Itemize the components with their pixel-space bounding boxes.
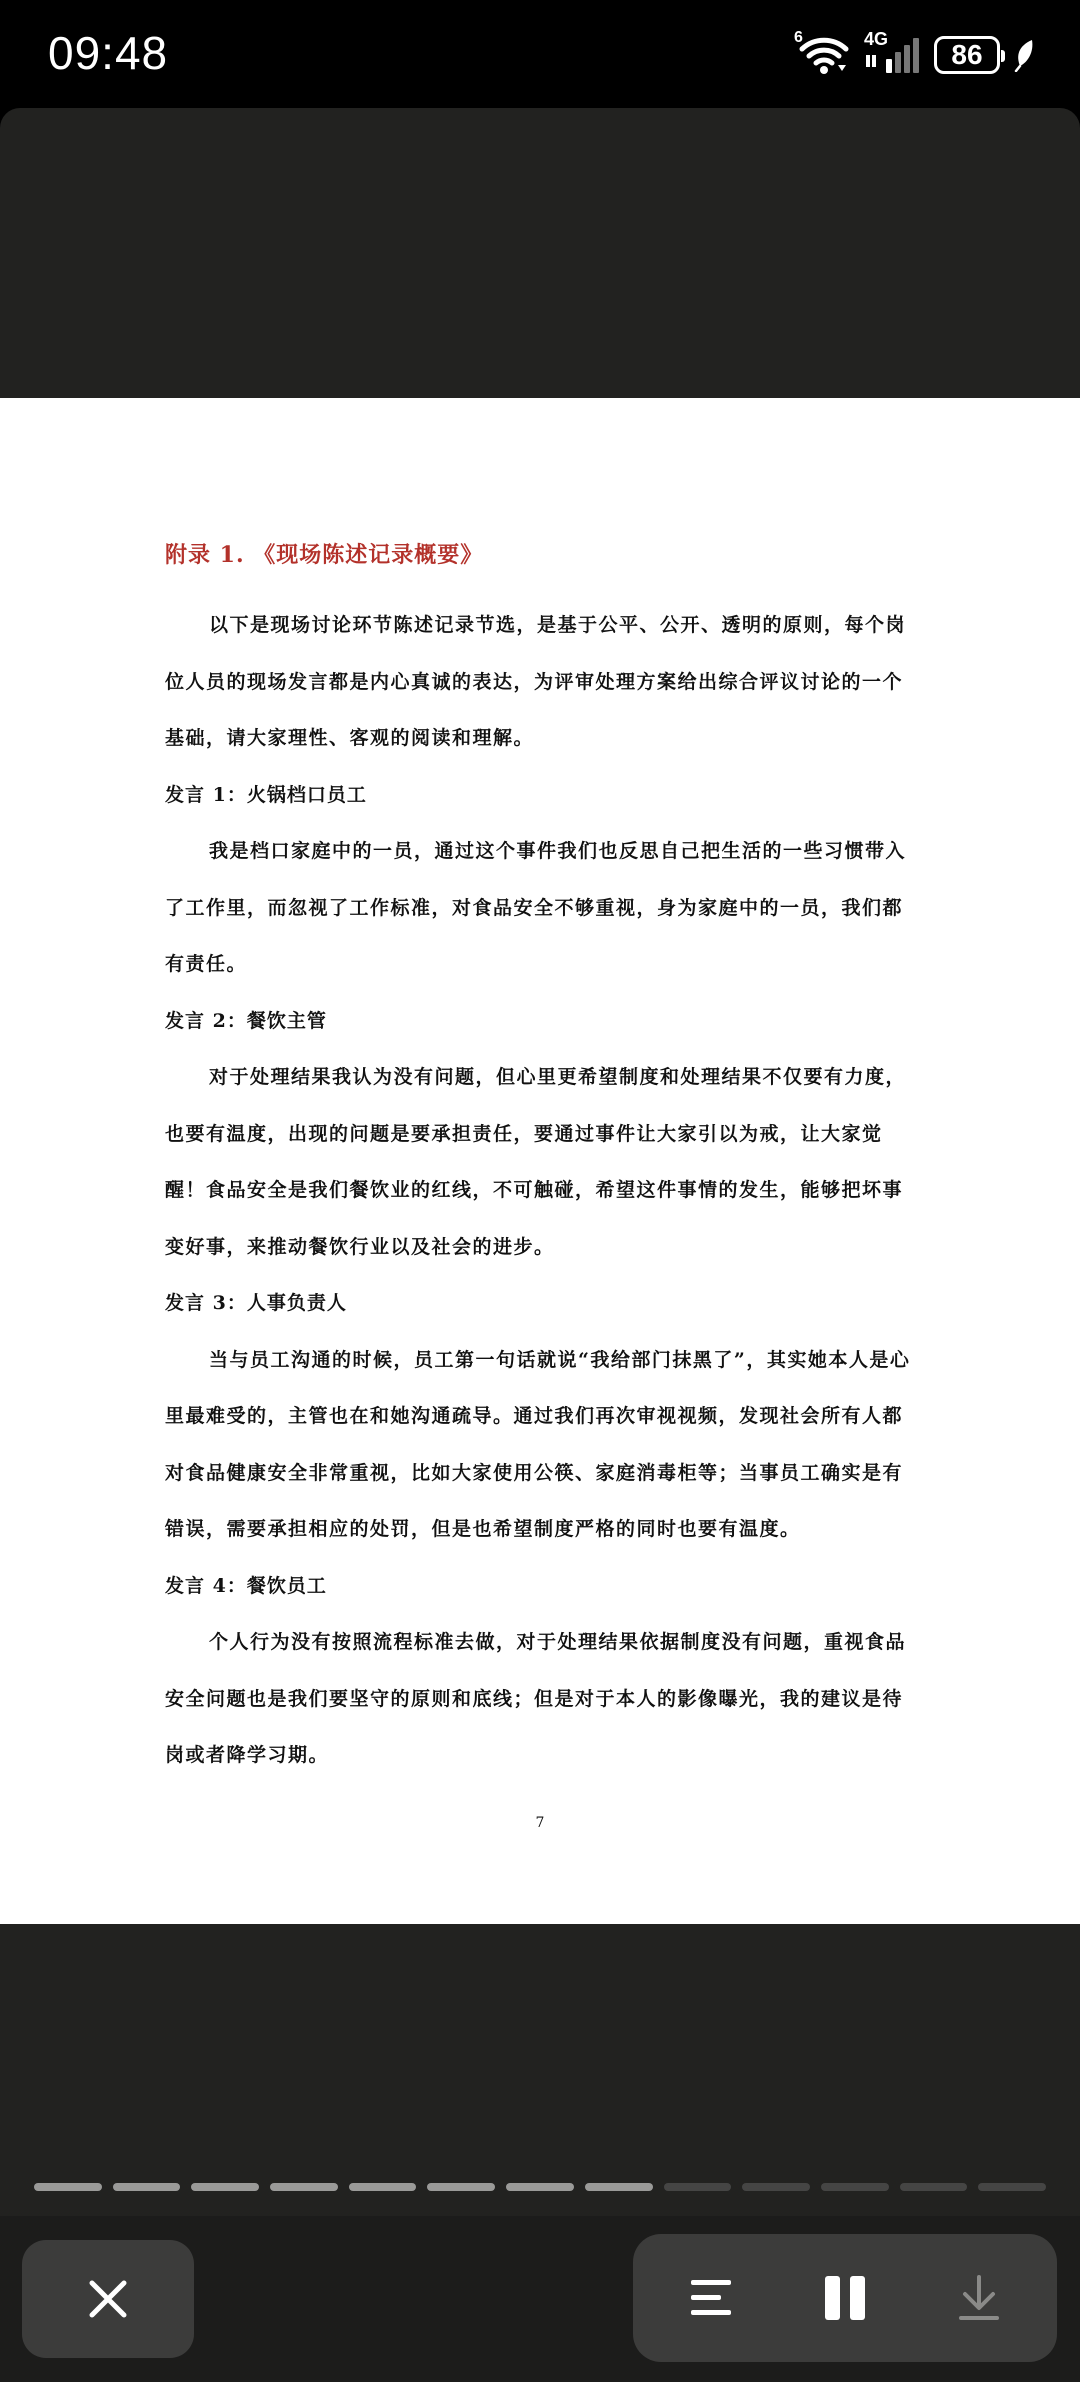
progress-segment <box>742 2183 810 2191</box>
network-tag: 4G <box>864 29 889 49</box>
progress-segment <box>191 2183 259 2191</box>
signal-icon <box>864 29 920 75</box>
progress-segment <box>585 2183 653 2191</box>
progress-segment <box>34 2183 102 2191</box>
progress-segment <box>664 2183 732 2191</box>
document-viewer[interactable] <box>0 108 1080 2216</box>
leaf-icon <box>1014 38 1036 72</box>
status-icons <box>794 29 1036 80</box>
progress-segment <box>978 2183 1046 2191</box>
section-body: 个人行为没有按照流程标准去做，对于处理结果依据制度没有问题，重视食品安全问题也是我们要坚守的原则和底线；但是对于本人的影像曝光，我的建议是待岗或者降学习期。 <box>165 1631 907 1766</box>
intro-paragraph: 以下是现场讨论环节陈述记录节选，是基于公平、公开、透明的原则，每个岗位人员的现场发言都是内心真诚的表达，为评审处理方案给出综合评议讨论的一个基础，请大家理性、客观的阅读和理解。 <box>165 614 907 749</box>
wifi-tag: 6 <box>794 29 803 46</box>
progress-segment <box>113 2183 181 2191</box>
close-icon <box>86 2277 130 2321</box>
download-button[interactable] <box>939 2258 1019 2338</box>
section-body: 我是档口家庭中的一员，通过这个事件我们也反思自己把生活的一些习惯带入了工作里，而忽视了工作标准，对食品安全不够重视，身为家庭中的一员，我们都有责任。 <box>165 840 907 975</box>
pause-icon <box>821 2274 869 2322</box>
section-heading: 发言 3：人事负责人 <box>165 1292 347 1314</box>
section-heading: 发言 4：餐饮员工 <box>165 1574 327 1597</box>
section-heading: 发言 2：餐饮主管 <box>165 1009 327 1032</box>
progress-segment <box>427 2183 495 2191</box>
section-heading: 发言 1：火锅档口员工 <box>165 783 367 806</box>
document-content <box>165 538 923 1784</box>
bottom-toolbar <box>0 2216 1080 2382</box>
page-progress <box>34 2183 1046 2191</box>
progress-segment <box>506 2183 574 2191</box>
status-time: 09:48 <box>48 27 169 79</box>
battery-icon <box>934 36 1000 74</box>
section-body: 当与员工沟通的时候，员工第一句话就说“我给部门抹黑了”，其实她本人是心里最难受的，主管也在和她沟通疏导。通过我们再次审视视频，发现社会所有人都对食品健康安全非常重视，比如大家使用公筷、家庭消毒柜等；当事员工确实是有错误，需要承担相应的处罚，但是也希望制度严格的同时也要有温度。 <box>165 1348 911 1540</box>
status-bar <box>0 0 1080 108</box>
progress-segment <box>821 2183 889 2191</box>
close-button[interactable] <box>22 2240 194 2358</box>
menu-icon <box>687 2276 735 2320</box>
wifi-icon <box>794 29 850 75</box>
section-body: 对于处理结果我认为没有问题，但心里更希望制度和处理结果不仅要有力度，也要有温度，出现的问题是要承担责任，要通过事件让大家引以为戒，让大家觉醒！食品安全是我们餐饮业的红线，不可触碰，希望这件事情的发生，能够把坏事变好事，来推动餐饮行业以及社会的进步。 <box>165 1066 907 1258</box>
battery-level: 86 <box>951 39 983 70</box>
progress-segment <box>349 2183 417 2191</box>
pause-button[interactable] <box>805 2258 885 2338</box>
progress-segment <box>900 2183 968 2191</box>
playback-controls <box>633 2234 1057 2362</box>
page-number: 7 <box>535 1815 545 1831</box>
document-title: 附录 1. 《现场陈述记录概要》 <box>165 542 484 568</box>
document-page[interactable] <box>0 398 1080 1924</box>
download-icon <box>955 2273 1003 2323</box>
progress-segment <box>270 2183 338 2191</box>
menu-button[interactable] <box>671 2258 751 2338</box>
